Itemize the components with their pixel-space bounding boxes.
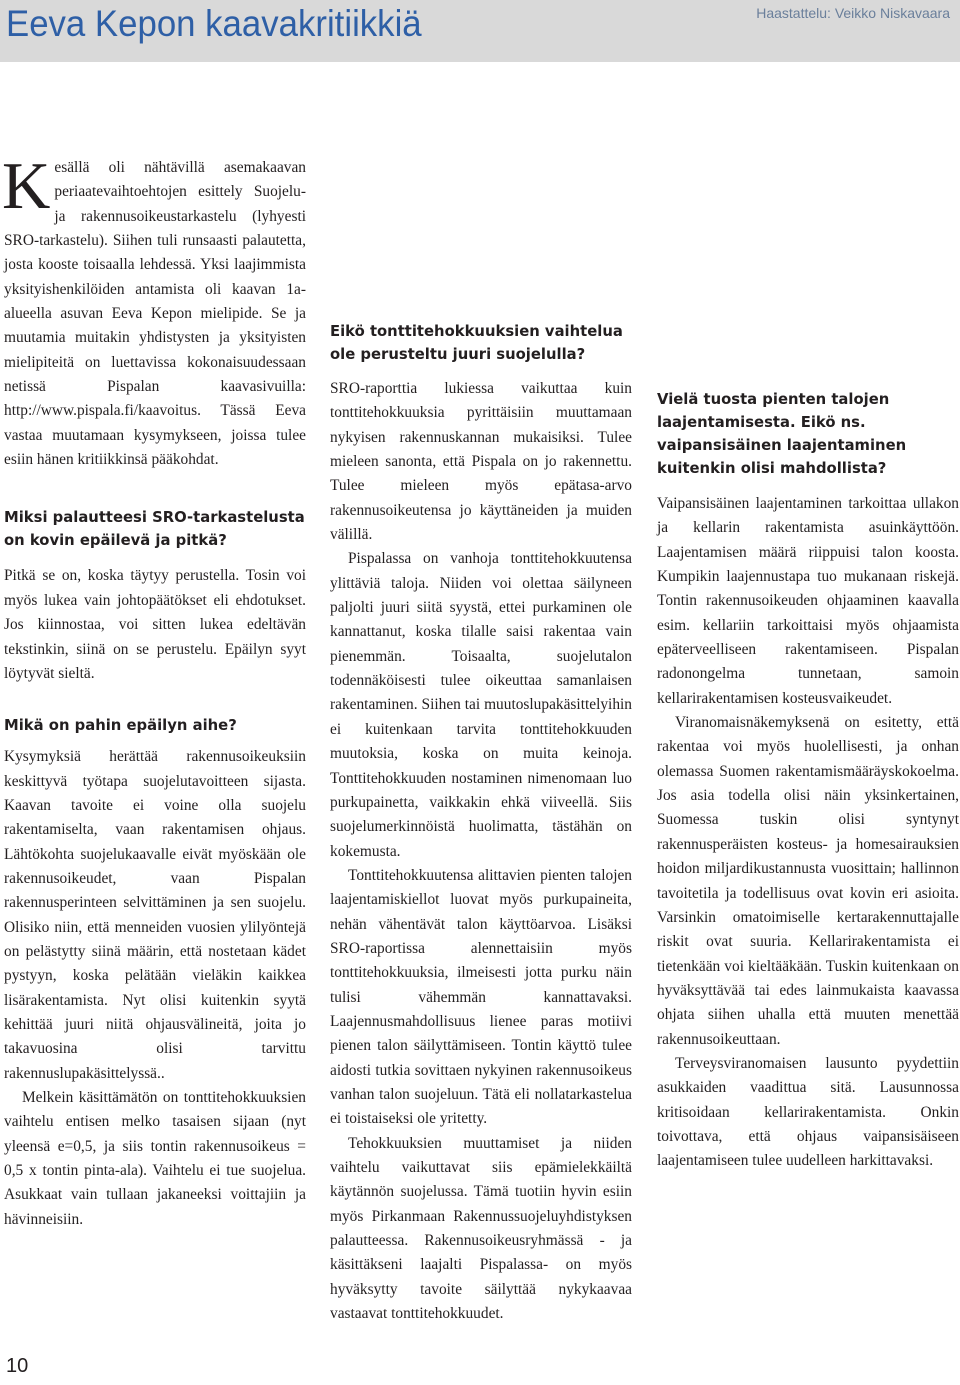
- column-2: [330, 156, 632, 1326]
- answer-paragraph: SRO-raporttia lukiessa vaikuttaa kuin tonttitehokkuuksia pyrittäisiin muuttamaan nykyisen rakennuskannan mukaisiksi. Tulee mieleen sanonta, että Pispala on jo rakennettu. Tulee mieleen myös epätasa-arvo rakennusoikeutensa jo käyttäneiden ja muiden välillä.: [330, 380, 632, 544]
- answer-paragraph: Terveysviranomaisen lausunto pyydettiin asukkaiden vaadittua sitä. Lausunnossa kritisoidaan kellarirakentamista. Onkin toivottava, että ohjaus vaipansisäiseen laajentamiseen tulee uudelleen harkittavaksi.: [657, 1054, 959, 1170]
- answer-paragraph: Pispalassa on vanhoja tonttitehokkuutensa ylittäviä taloja. Niiden voi olettaa säilyneen paljolti juuri siitä syystä, ettei purkaminen ole kannattanut, koska tilalle saisi rakentaa vain pienemmän. Toisaalta, suojelutalon todennäköisesti tulee oikeuttaa samanlaisen rakentaminen. Siihen tai muutoslupakäsittelyihin ei kuitenkaan tarvita tonttitehokkuuden muutoksia, koska on muita keinoja. Tonttitehokkuuden nostaminen nimenomaan luo purkupainetta, vaikkakin ehkä viiveellä. Siis suojelumerkinnöistä huolimatta, tästähän on kokemusta.: [330, 550, 632, 860]
- answer-paragraph: Tehokkuuksien muuttamiset ja niiden vaihtelu vaikuttavat siis epämielekkäiltä käytännön suojelussa. Tämä tuotiin hyvin esiin myös Pirkanmaan Rakennussuojeluyhdistyksen palautteessa. Rakennusoikeusryhmässä - ja käsittäkseni laajalti Pispalassa- on myös hyväksytty tavoite säilyttää nykykaavaa vastaavat tonttitehokkuudet.: [330, 1134, 632, 1323]
- question-heading: Miksi palautteesi SRO-tarkastelusta on kovin epäilevä ja pitkä?: [4, 509, 305, 550]
- question-heading: Vielä tuosta pienten talojen laajentamisesta. Eikö ns. vaipansisäinen laajentaminen kuitenkin olisi mahdollista?: [657, 391, 907, 477]
- page-header: [0, 0, 960, 62]
- column-3: [657, 156, 959, 1174]
- answer-paragraph: [4, 1086, 306, 1232]
- page-number: 10: [6, 1355, 29, 1377]
- answer-paragraph: Kysymyksiä herättää rakennusoikeuksiin keskittyvä työtapa suojelutavoitteen sijasta. Kaavan tavoite ei voine olla suojelu rakentamiselta, vaan rakentamisen ohjaus. Lähtökohta suojelukaavalle eivät myöskään ole rakennusoikeudet, vaan Pispalan rakennusperinteen selvittäminen ja sen suojelu. Olisiko niin, että menneiden vuosien ylilyöntejä on pelästytty siinä määrin, että nostetaan kädet pystyyn, koska pelätään vieläkin kaikkea lisärakentamista. Nyt olisi kuitenkin syytä kehittää juuri niitä ohjausvälineitä, joita jo takavuosina olisi tarvittu rakennuslupakäsittelyssä..: [4, 748, 306, 1082]
- question-heading: Eikö tonttitehokkuuksien vaihtelua ole perusteltu juuri suojelulla?: [330, 323, 623, 363]
- answer-paragraph: Vaipansisäinen laajentaminen tarkoittaa ullakon ja kellarin rakentamista asuinkäyttöön. Laajentamisen määrä riippuisi talon koosta. Kumpikin laajennustapa tuo mukanaan riskejä. Tontin rakennusoikeuden ohjaaminen kaavalla esim. kellariin tarkoittaisi myös ohjaamista epäterveelliseen rakentamiseen. Pispalan radonongelma tunnetaan, samoin kellarirakentamisen kosteusvaikeudet.: [657, 495, 959, 707]
- article-title: Eeva Kepon kaavakritiikkiä: [6, 3, 422, 44]
- drop-cap: K: [2, 149, 51, 223]
- answer-paragraph: Pitkä se on, koska täytyy perustella. Tosin voi myös lukea vain johtopäätökset eli ehdotukset. Jos kiinnostaa, voi sitten lukea edeltävän tekstinkin, siinä on se perustelu. Epäilyn syyt löytyvät sieltä.: [4, 567, 306, 682]
- answer-paragraph: Viranomaisnäkemyksenä on esitetty, että rakentaa voi myös huolellisesti, ja onhan olemassa Suomen rakentamismääräyskokoelma. Jos asia todella olisi näin yksinkertainen, Suomessa tuskin olisi syntynyt rakennusperäisten kosteus- ja homesairauksien hoidon miljardikustannusta vuosittain; hallinnon tavoitetila ja todellisuus ovat kovin eri asioita. Varsinkin omatoimiselle kertarakennuttajalle riskit ovat suuria. Kellarirakentamista ei tietenkään voi kieltääkään. Tuskin kuitenkaan on hyväksyttävää tai edes lainmukaista kaavassa ohjata siihen uhalla että muuten menettää rakennusoikeuttaan.: [657, 714, 959, 1048]
- interview-credit: Haastattelu: Veikko Niskavaara: [756, 5, 950, 21]
- intro-text: esällä oli nähtävillä asemakaavan periaatevaihtoehtojen esittely Suojelu- ja rakennusoikeustarkastelu (lyhyesti SRO-tarkastelu). Siihen tuli runsaasti palautetta, josta kooste toisaalla lehdessä. Yksi laajimmista yksityishenkilöiden antamista oli kaavan 1a-alueella asuvan Eeva Kepon mielipide. Se ja muutamia muitakin yhdistysten ja yksityisten mielipiteitä on luettavissa kokonaisuudessaan netissä Pispalan kaavasivuilla: http://www.pispala.fi/kaavoitus. Tässä Eeva vastaa muutamaan kysymykseen, joissa tulee esiin hänen kritiikkinsä pääkohdat.: [4, 159, 306, 469]
- intro-paragraph: [2, 149, 306, 472]
- column-1: [2, 149, 306, 1232]
- answer-paragraph: Tonttitehokkuutensa alittavien pienten talojen laajentamiskiellot luovat myös purkupaineita, nehän vähentävät talon käyttöarvoa. Lisäksi SRO-raportissa alennettaisiin myös tonttitehokkuuksia, ilmeisesti jotta purku näin tulisi vähemmän kannattavaksi. Laajennusmahdollisuus lienee paras motiivi pienen talon säilyttämiseen. Tontin käyttö tulee aidosti tutkia sovittaen nykyinen rakennusoikeus vanhan talon suojeluun. Tätä eli nollatarkastelua ei toistaiseksi ole yritetty.: [330, 866, 632, 1128]
- question-heading: Mikä on pahin epäilyn aihe?: [4, 717, 237, 735]
- answer-text: Melkein käsittämätön on tonttitehokkuuksien vaihtelu entisen melko tasaisen sijaan (nyt yleensä e=0,5, ja siis tontin rakennusoikeus = 0,5 x tontin pinta-ala). Vaihtelu ei tue suojelua. Asukkaat vain tullaan jakaneeksi voittajiin ja hävinneisiin.: [4, 1089, 306, 1228]
